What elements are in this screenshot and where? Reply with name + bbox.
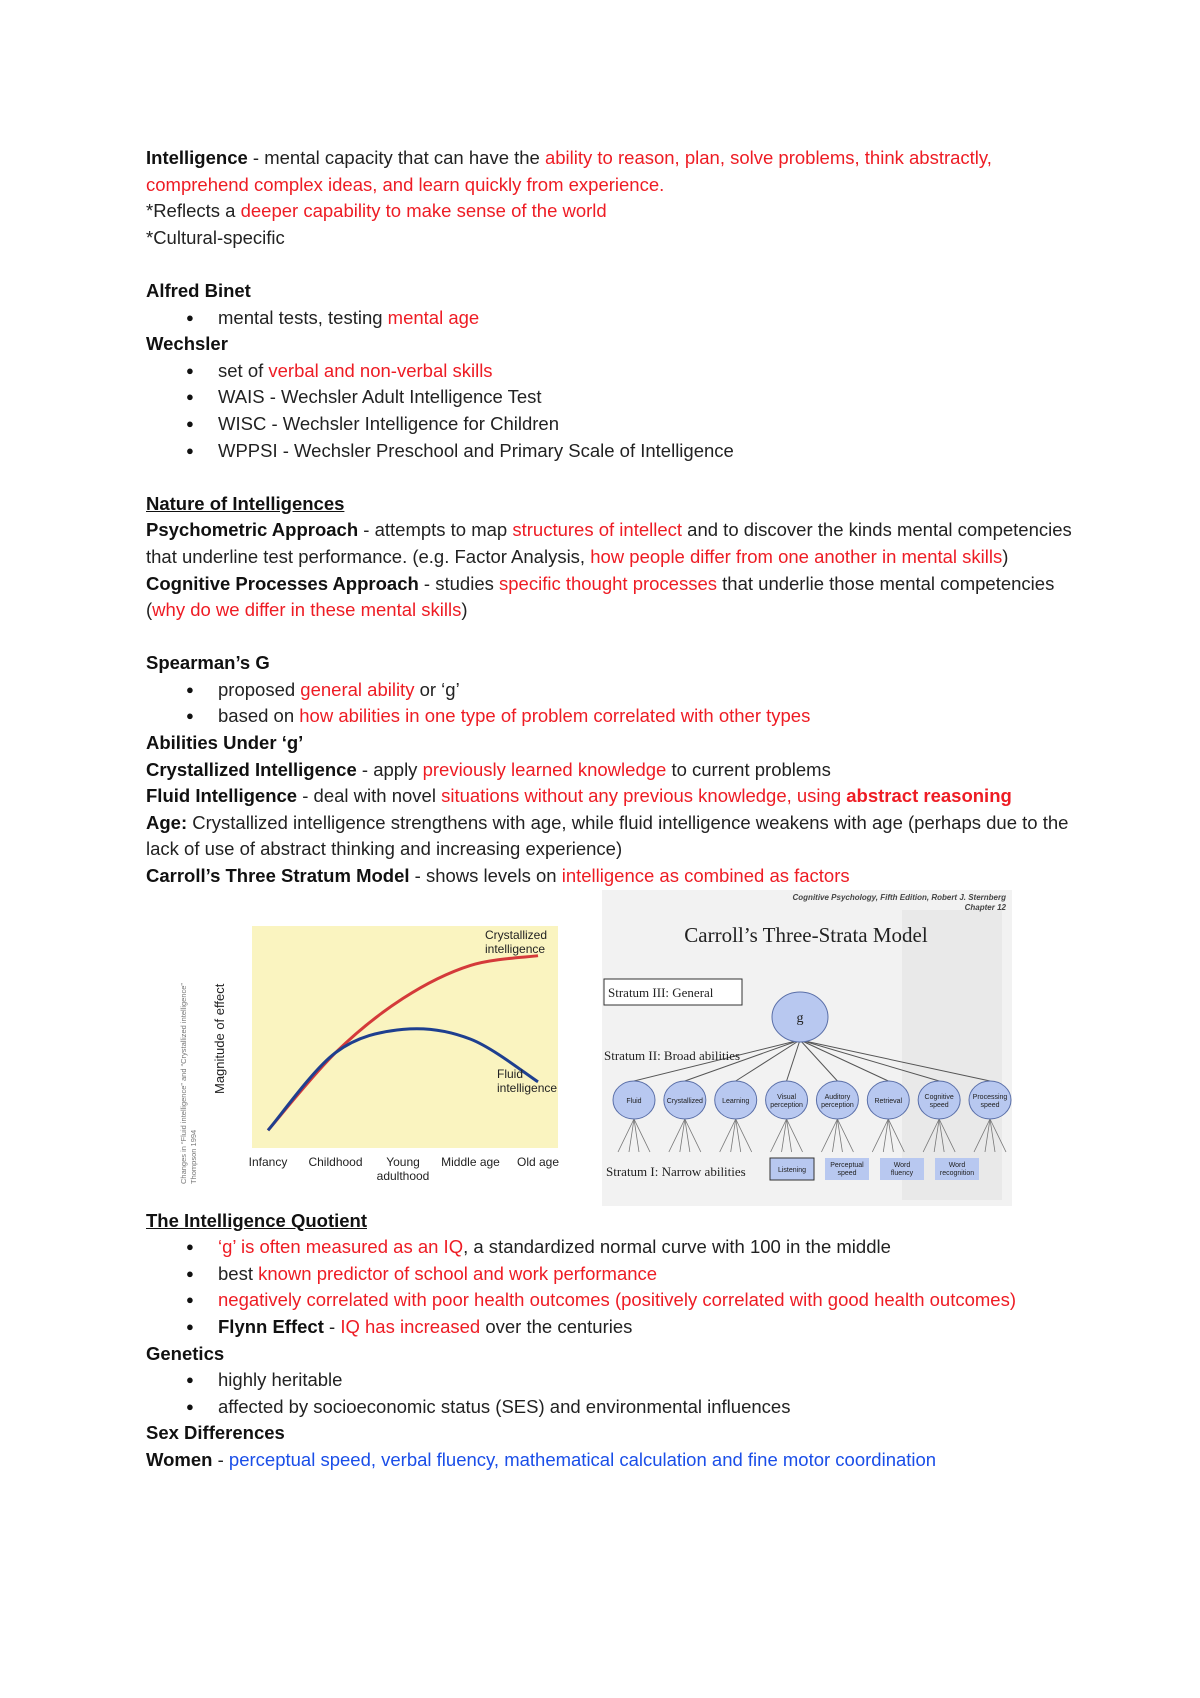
broad-ability-label: Visual perception — [770, 1093, 803, 1109]
highlight-text: known predictor of school and work performance — [258, 1262, 658, 1284]
x-tick-label: Infancy — [248, 1154, 288, 1169]
psychometric-paragraph: Psychometric Approach - attempts to map structures of intellect and to discover the kinds mental competencies that underline test performance. (e.g. Factor Analysis, how people differ from one another in mental skills) — [146, 519, 1072, 567]
section-heading: Spearman’s G — [146, 652, 270, 674]
diagram-chapter: Chapter 12 — [964, 902, 1006, 912]
highlight-text: IQ has increased — [340, 1316, 481, 1337]
section-heading: Sex Differences — [146, 1422, 285, 1444]
highlight-text: previously learned knowledge — [422, 758, 667, 780]
section-heading: Alfred Binet — [146, 279, 251, 301]
narrow-ability-label: Word recognition — [939, 1161, 975, 1177]
highlight-text: general ability — [300, 678, 415, 700]
broad-ability-label: Auditory perception — [821, 1093, 854, 1109]
section-heading: Nature of Intelligences — [146, 492, 345, 514]
side-caption — [179, 982, 198, 1183]
series-label-line: Fluid — [497, 1066, 524, 1081]
decorative-background-shape — [902, 910, 1002, 1200]
list-item: ● Flynn Effect - IQ has increased over the centuries — [186, 1314, 1076, 1341]
carroll-strata-diagram — [602, 890, 1012, 1206]
broad-ability-label: Learning — [722, 1097, 750, 1105]
cognitive-paragraph: Cognitive Processes Approach - studies specific thought processes that underlie those mental competencies (why do we differ in these mental skills) — [146, 572, 1055, 621]
x-tick-label: Old age — [516, 1154, 560, 1169]
x-tick-label: Young adulthood — [376, 1154, 430, 1183]
highlight-text: abstract reasoning — [846, 785, 1012, 807]
list-item: ● ‘g’ is often measured as an IQ, a standardized normal curve with 100 in the middle — [186, 1234, 1076, 1261]
bullet-list — [146, 1367, 1076, 1420]
series-label-line: intelligence — [485, 941, 546, 956]
section-heading: Abilities Under ‘g’ — [146, 732, 304, 754]
intelligence-age-chart — [176, 894, 566, 1204]
list-item: ● WPPSI - Wechsler Preschool and Primary Scale of Intelligence — [186, 438, 1076, 465]
highlight-text: verbal and non-verbal skills — [268, 359, 493, 381]
series-label-line: Crystallized — [485, 927, 548, 942]
list-item: ● highly heritable — [186, 1367, 1076, 1394]
list-item: ● WISC - Wechsler Intelligence for Children — [186, 411, 1076, 438]
broad-ability-label: Retrieval — [874, 1097, 903, 1105]
highlight-text: intelligence as combined as factors — [561, 865, 850, 887]
age-paragraph: Age: Crystallized intelligence strengthens with age, while fluid intelligence weakens with age (perhaps due to the lack of use of abstract thinking and increasing experience) — [146, 811, 1069, 860]
bullet-list — [146, 677, 1076, 730]
x-tick-label: Middle age — [441, 1154, 500, 1169]
list-item: ● WAIS - Wechsler Adult Intelligence Test — [186, 384, 1076, 411]
highlight-text: why do we differ in these mental skills — [152, 599, 462, 621]
crystallized-paragraph: Crystallized Intelligence - apply previously learned knowledge to current problems — [146, 758, 831, 780]
highlight-text: negatively correlated with poor health outcomes (positively correlated with good health outcomes) — [218, 1289, 1016, 1311]
series-label-crystallized — [485, 928, 550, 956]
highlight-text: specific thought processes — [499, 572, 718, 594]
g-node-label: g — [796, 1010, 804, 1026]
broad-ability-label: Processing speed — [972, 1093, 1008, 1109]
stratum3-label: Stratum III: General — [608, 984, 714, 1000]
note-line: *Reflects a deeper capability to make sense of the world — [146, 200, 607, 222]
document-body — [146, 145, 1076, 1474]
note-line: *Cultural-specific — [146, 226, 285, 248]
highlight-text: how people differ from one another in mental skills — [590, 545, 1003, 567]
highlight-text: situations without any previous knowledge, using — [441, 785, 847, 807]
list-item: ● mental tests, testing mental age — [186, 305, 1076, 332]
section-heading: Wechsler — [146, 333, 228, 355]
intelligence-definition: Intelligence - mental capacity that can have the ability to reason, plan, solve problems, think abstractly, comprehend complex ideas, and learn quickly from experience. — [146, 147, 992, 195]
broad-ability-label: Cognitive speed — [924, 1093, 954, 1109]
narrow-ability-label: Word fluency — [890, 1161, 914, 1177]
broad-ability-label: Fluid — [626, 1097, 642, 1105]
bullet-list — [146, 358, 1076, 464]
narrow-ability-label: Perceptual speed — [830, 1161, 864, 1177]
highlight-text: how abilities in one type of problem correlated with other types — [299, 705, 811, 727]
highlight-text: perceptual speed, verbal fluency, mathematical calculation and fine motor coordination — [228, 1448, 937, 1470]
list-item — [186, 1287, 1076, 1314]
x-axis-ticks — [249, 1155, 560, 1183]
highlight-text: mental age — [387, 306, 480, 328]
diagram-source: Cognitive Psychology, Fifth Edition, Robert J. Sternberg — [792, 892, 1006, 902]
list-item: ● affected by socioeconomic status (SES) and environmental influences — [186, 1394, 1076, 1421]
bullet-list — [146, 1234, 1076, 1340]
list-item: ● set of verbal and non-verbal skills — [186, 358, 1076, 385]
women-line: Women - perceptual speed, verbal fluency, mathematical calculation and fine motor coordination — [146, 1448, 937, 1470]
carroll-paragraph: Carroll’s Three Stratum Model - shows levels on intelligence as combined as factors — [146, 865, 850, 887]
list-item: ● proposed general ability or ‘g’ — [186, 677, 1076, 704]
figures-row — [146, 890, 1076, 1208]
y-axis-label: Magnitude of effect — [212, 983, 227, 1094]
stratum2-label: Stratum II: Broad abilities — [604, 1047, 741, 1063]
stratum1-label: Stratum I: Narrow abilities — [606, 1163, 746, 1179]
highlight-text: ability to reason, plan, solve problems, think abstractly, comprehend complex ideas, and learn quickly from experience. — [146, 147, 992, 195]
diagram-title: Carroll’s Three-Strata Model — [684, 922, 928, 947]
bullet-list — [146, 305, 1076, 332]
series-label-line: intelligence — [497, 1080, 558, 1095]
broad-ability-label: Crystallized — [666, 1097, 703, 1105]
section-heading: The Intelligence Quotient — [146, 1209, 367, 1231]
list-item: ● best known predictor of school and work performance — [186, 1261, 1076, 1288]
highlight-text: structures of intellect — [512, 519, 683, 541]
term-intelligence: Intelligence — [146, 147, 248, 168]
side-caption-line2: Thompson 1994 — [189, 1129, 198, 1184]
side-caption-line1: Changes in “Fluid intelligence” and “Crystallized intelligence” — [179, 982, 188, 1184]
x-tick-label: Childhood — [308, 1154, 363, 1169]
list-item: ● based on how abilities in one type of problem correlated with other types — [186, 703, 1076, 730]
highlight-text: ‘g’ is often measured as an IQ — [218, 1236, 464, 1258]
narrow-ability-label: Listening — [777, 1166, 807, 1174]
section-heading: Genetics — [146, 1342, 225, 1364]
fluid-paragraph: Fluid Intelligence - deal with novel situations without any previous knowledge, using abstract reasoning — [146, 785, 1012, 807]
highlight-text: deeper capability to make sense of the world — [240, 200, 607, 222]
